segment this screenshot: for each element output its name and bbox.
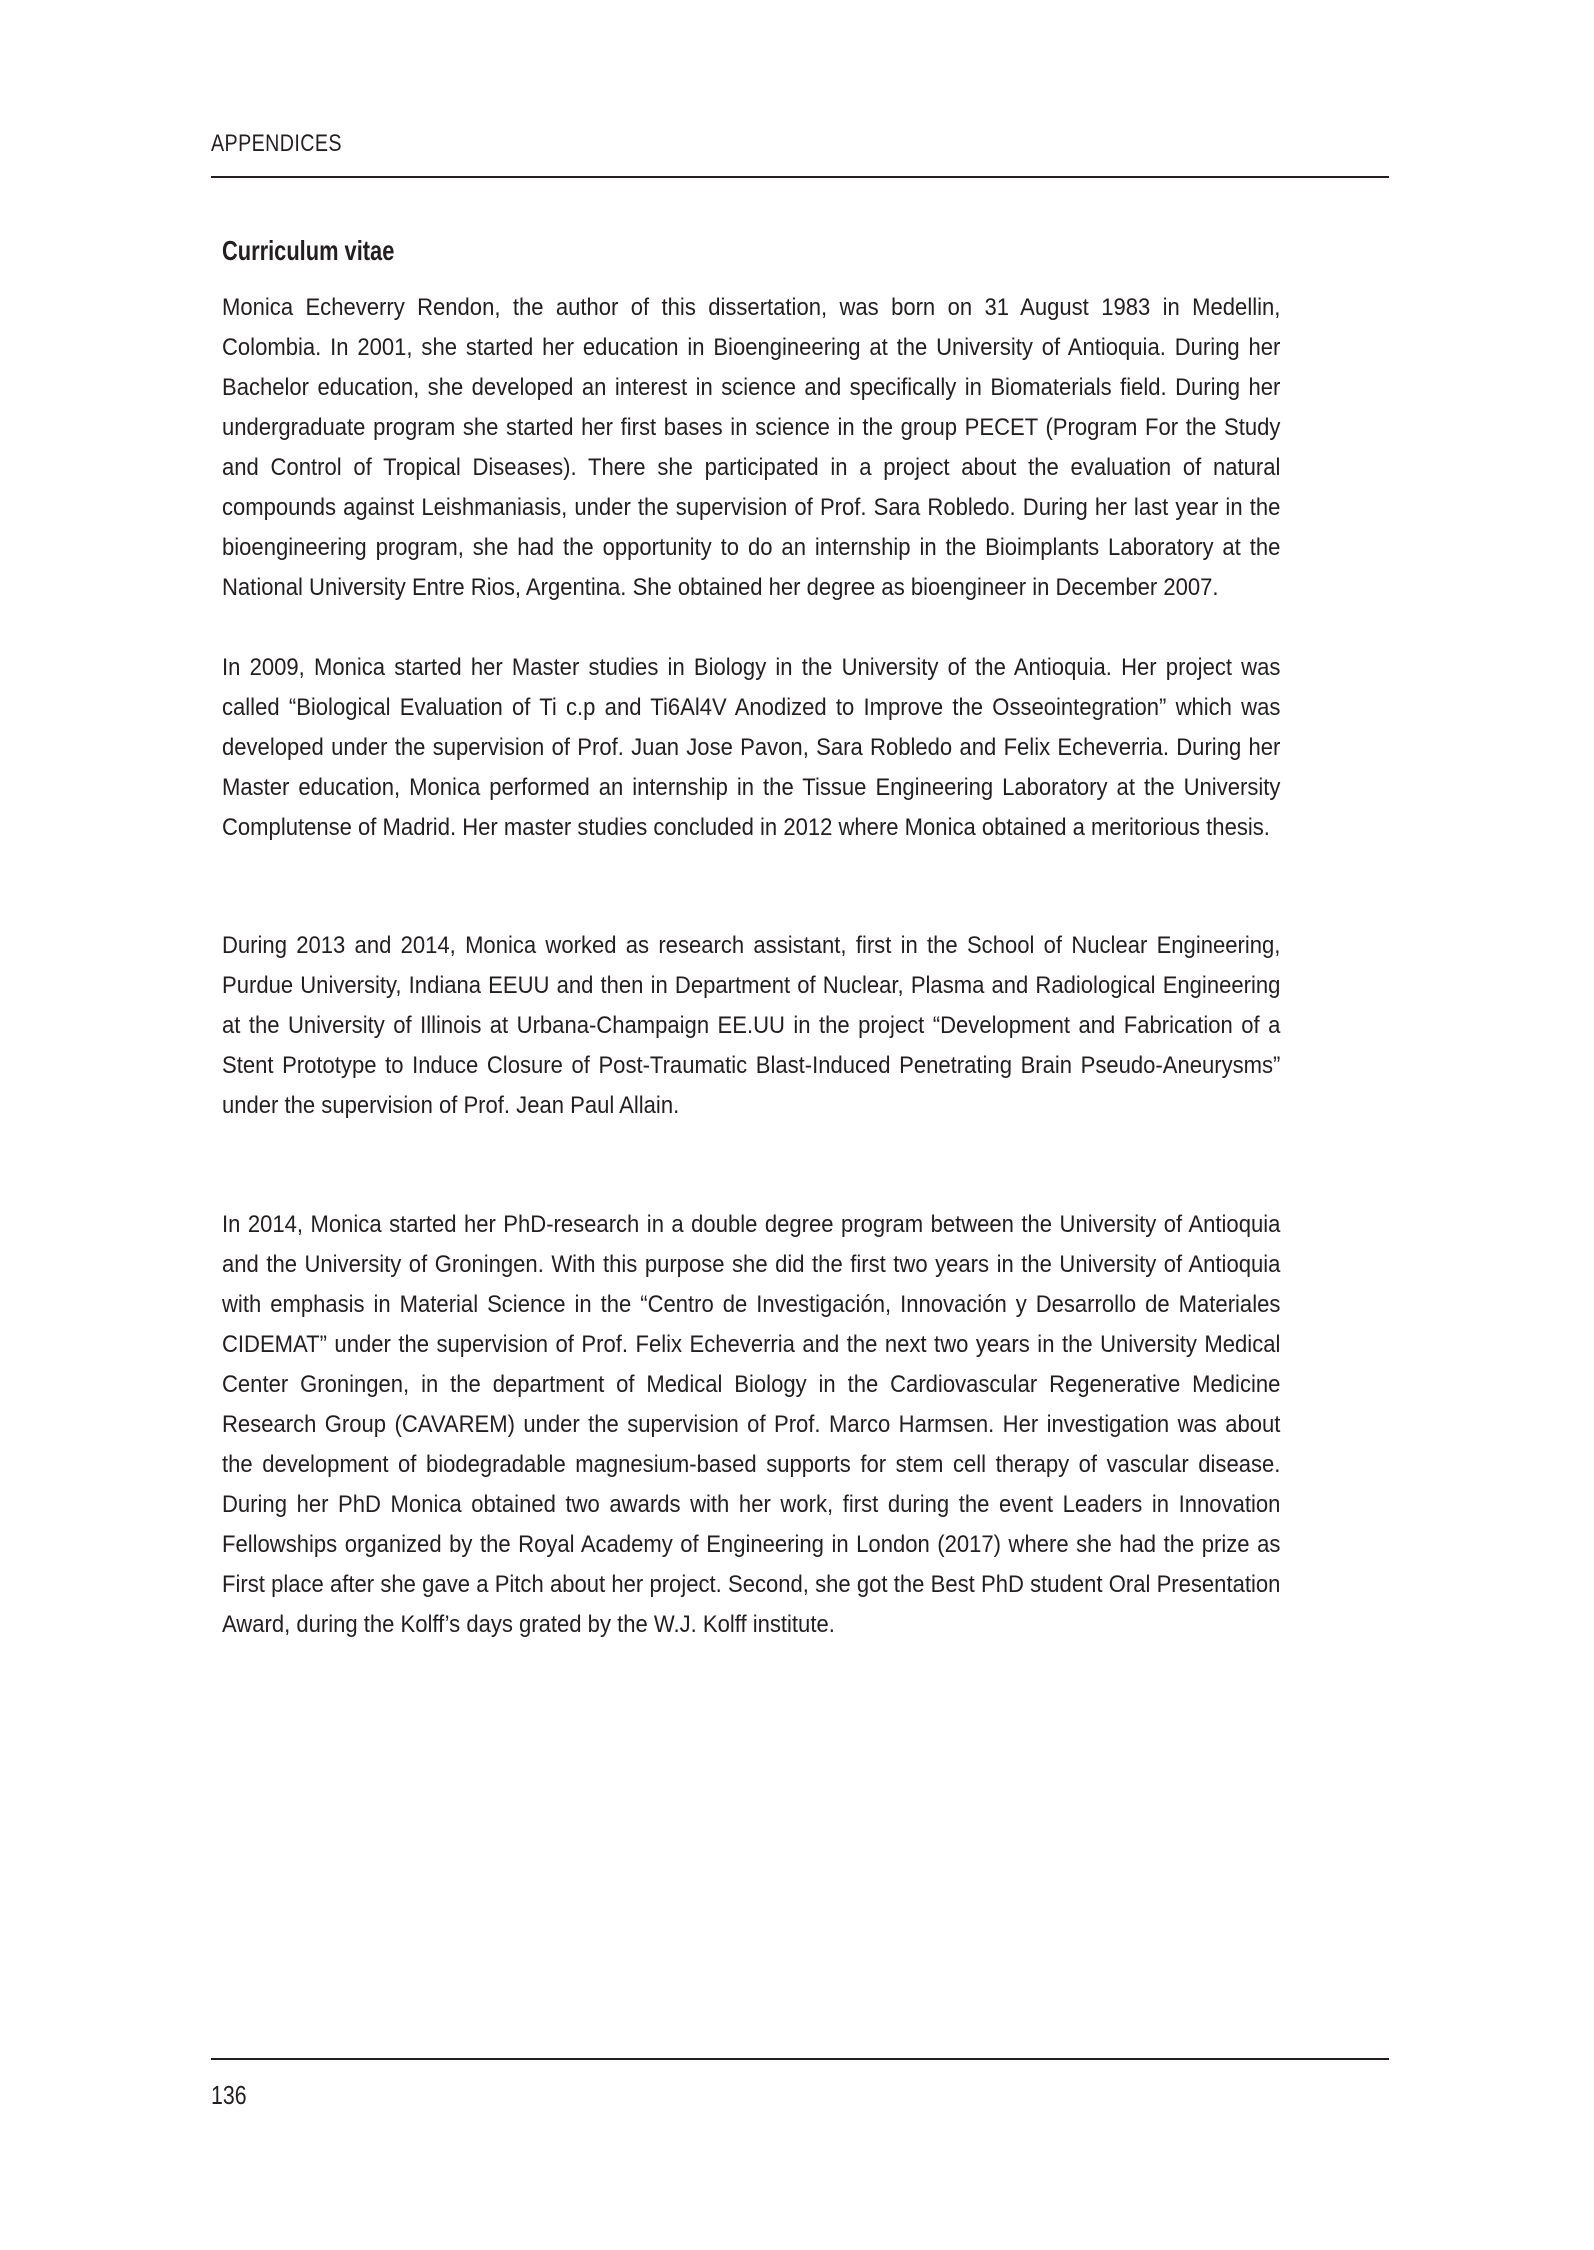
page-number: 136: [211, 2080, 247, 2110]
paragraph-early-education: Monica Echeverry Rendon, the author of this dissertation, was born on 31 August 1983 in Medellin, Colombia. In 2001, she started her education in Bioengineering at the University of Antioquia. During her Bachelor education, she developed an interest in science and specifically in Biomaterials field. During her undergraduate program she started her first bases in science in the group PECET (Program For the Study and Control of Tropical Diseases). There she participated in a project about the evaluation of natural compounds against Leishmaniasis, under the supervision of Prof. Sara Robledo. During her last year in the bioengineering program, she had the opportunity to do an internship in the Bioimplants Laboratory at the National University Entre Rios, Argentina. She obtained her degree as bioengineer in December 2007.: [222, 294, 1281, 601]
paragraph-master-studies: In 2009, Monica started her Master studies in Biology in the University of the Antioquia. Her project was called “Biological Evaluation of Ti c.p and Ti6Al4V Anodized to Improve the Osseointegration” which was developed under the supervision of Prof. Juan Jose Pavon, Sara Robledo and Felix Echeverria. During her Master education, Monica performed an internship in the Tissue Engineering Laboratory at the University Complutense of Madrid. Her master studies concluded in 2012 where Monica obtained a meritorious thesis.: [222, 654, 1281, 841]
section-title: Curriculum vitae: [222, 235, 395, 267]
header-divider: [211, 176, 1389, 178]
footer-divider: [211, 2058, 1389, 2060]
paragraph-phd-research: In 2014, Monica started her PhD-research in a double degree program between the University of Antioquia and the University of Groningen. With this purpose she did the first two years in the University of Antioquia with emphasis in Material Science in the “Centro de Investigación, Innovación y Desarrollo de Materiales CIDEMAT” under the supervision of Prof. Felix Echeverria and the next two years in the University Medical Center Groningen, in the department of Medical Biology in the Cardiovascular Regenerative Medicine Research Group (CAVAREM) under the supervision of Prof. Marco Harmsen. Her investigation was about the development of biodegradable magnesium-based supports for stem cell therapy of vascular disease. During her PhD Monica obtained two awards with her work, first during the event Leaders in Innovation Fellowships organized by the Royal Academy of Engineering in London (2017) where she had the prize as First place after she gave a Pitch about her project. Second, she got the Best PhD student Oral Presentation Award, during the Kolff’s days grated by the W.J. Kolff institute.: [222, 1211, 1281, 1638]
paragraph-research-assistant: During 2013 and 2014, Monica worked as research assistant, first in the School of Nuclear Engineering, Purdue University, Indiana EEUU and then in Department of Nuclear, Plasma and Radiological Engineering at the University of Illinois at Urbana-Champaign EE.UU in the project “Development and Fabrication of a Stent Prototype to Induce Closure of Post-Traumatic Blast-Induced Penetrating Brain Pseudo-Aneurysms” under the supervision of Prof. Jean Paul Allain.: [222, 932, 1281, 1119]
running-header: APPENDICES: [211, 130, 342, 157]
